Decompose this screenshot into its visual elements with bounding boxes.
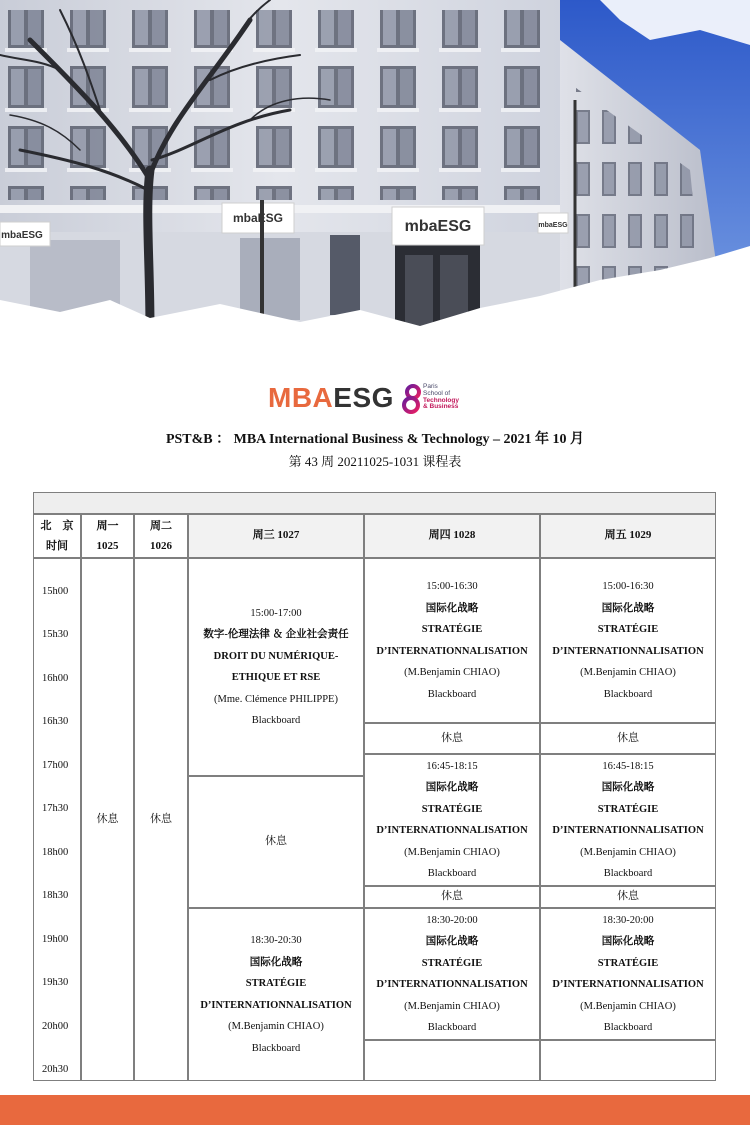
time-label: 18h00 bbox=[42, 847, 69, 858]
wednesday-session-2: 18:30-20:30 国际化战略 STRATÉGIE D’INTERNATIONNALISATION (M.Benjamin CHIAO) Blackboard bbox=[188, 908, 364, 1081]
sign-right: mbaESG bbox=[538, 222, 568, 229]
time-label: 15h30 bbox=[42, 629, 69, 640]
sign-main: mbaESG bbox=[404, 218, 472, 235]
friday-break-2: 休息 bbox=[540, 886, 716, 908]
footer-bar bbox=[0, 1095, 750, 1125]
time-label: 16h30 bbox=[42, 716, 69, 727]
pstb-logo-text: Paris School of Technology & Business bbox=[423, 383, 459, 411]
wednesday-rest: 休息 bbox=[188, 776, 364, 908]
time-column bbox=[33, 558, 81, 1081]
mba-esg-logo: MBAESG bbox=[268, 382, 394, 413]
friday-break-1: 休息 bbox=[540, 723, 716, 754]
timetable bbox=[33, 492, 716, 1081]
monday-rest: 休息 bbox=[81, 558, 134, 1081]
friday-session-3: 18:30-20:00 国际化战略 STRATÉGIE D’INTERNATIONNALISATION (M.Benjamin CHIAO) Blackboard bbox=[540, 908, 716, 1040]
page-subtitle: 第 43 周 20211025-1031 课程表 bbox=[288, 454, 462, 469]
time-label: 18h30 bbox=[42, 890, 69, 901]
page-title: PST&B ： MBA International Business & Technology – 2021 年 10 月 bbox=[165, 432, 585, 447]
timetable-top-band bbox=[33, 492, 716, 514]
time-label: 20h30 bbox=[42, 1064, 69, 1075]
time-label: 15h00 bbox=[42, 586, 69, 597]
thursday-session-2: 16:45-18:15 国际化战略 STRATÉGIE D’INTERNATIONNALISATION (M.Benjamin CHIAO) Blackboard bbox=[364, 754, 540, 886]
building-photo bbox=[0, 0, 750, 362]
time-label: 17h30 bbox=[42, 803, 69, 814]
thursday-session-3: 18:30-20:00 国际化战略 STRATÉGIE D’INTERNATIONNALISATION (M.Benjamin CHIAO) Blackboard bbox=[364, 908, 540, 1040]
thursday-break-1: 休息 bbox=[364, 723, 540, 754]
friday-session-1: 15:00-16:30 国际化战略 STRATÉGIE D’INTERNATIONNALISATION (M.Benjamin CHIAO) Blackboard bbox=[540, 558, 716, 723]
thursday-session-1: 15:00-16:30 国际化战略 STRATÉGIE D’INTERNATIONNALISATION (M.Benjamin CHIAO) Blackboard bbox=[364, 558, 540, 723]
time-label: 16h00 bbox=[42, 673, 69, 684]
logo-row bbox=[0, 380, 750, 420]
header-friday: 周五 1029 bbox=[540, 514, 716, 558]
tuesday-rest: 休息 bbox=[134, 558, 188, 1081]
sign-left: mbaESG bbox=[1, 230, 43, 241]
thursday-empty bbox=[364, 1040, 540, 1081]
header-tuesday: 周二 1026 bbox=[134, 514, 188, 558]
thursday-break-2: 休息 bbox=[364, 886, 540, 908]
header-wednesday: 周三 1027 bbox=[188, 514, 364, 558]
sign-secondary: mbaESG bbox=[232, 211, 284, 225]
time-label: 17h00 bbox=[42, 760, 69, 771]
pstb-logo-icon bbox=[402, 383, 424, 415]
wednesday-session-1: 15:00-17:00 数字-伦理法律 ＆ 企业社会责任 DROIT DU NUMÉRIQUE- ETHIQUE ET RSE (Mme. Clémence PHILIPPE) Blackboard bbox=[188, 558, 364, 776]
time-header: 北 京 时间 bbox=[33, 514, 81, 558]
friday-session-2: 16:45-18:15 国际化战略 STRATÉGIE D’INTERNATIONNALISATION (M.Benjamin CHIAO) Blackboard bbox=[540, 754, 716, 886]
time-label: 20h00 bbox=[42, 1021, 69, 1032]
time-label: 19h00 bbox=[42, 934, 69, 945]
header-thursday: 周四 1028 bbox=[364, 514, 540, 558]
friday-empty bbox=[540, 1040, 716, 1081]
time-label: 19h30 bbox=[42, 977, 69, 988]
header-monday: 周一 1025 bbox=[81, 514, 134, 558]
